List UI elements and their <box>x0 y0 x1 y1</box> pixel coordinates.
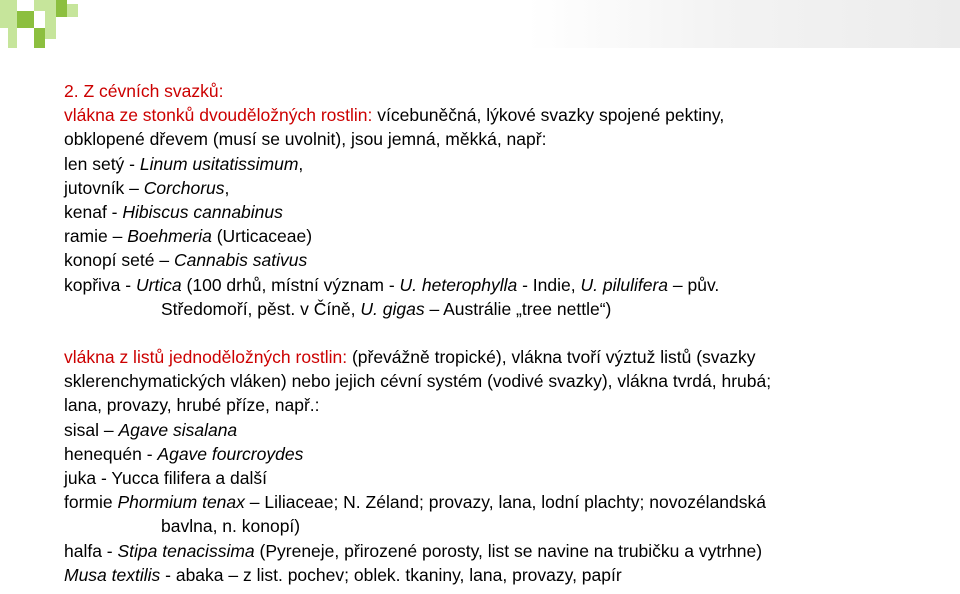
item-sisal <box>64 418 944 442</box>
item-kopriva-g: – pův. <box>668 274 720 295</box>
item-kopriva-line2 <box>64 297 944 321</box>
item-sisal-a: sisal – <box>64 419 119 440</box>
logo-square-8 <box>34 28 45 48</box>
item-len-c: , <box>298 153 304 174</box>
item-kopriva <box>64 273 944 297</box>
item-kopriva2-c: – Austrálie „tree nettle“) <box>424 298 612 319</box>
logo-square-4 <box>45 0 56 28</box>
item-heneq-a: henequén - <box>64 443 158 464</box>
item-konopi-a: konopí seté – <box>64 250 174 271</box>
item-halfa-c: (Pyreneje, přirozené porosty, list se navine na trubičku a vytrhne) <box>254 540 763 561</box>
item-kenaf-b: Hibiscus cannabinus <box>122 201 283 222</box>
logo-square-3 <box>34 0 45 11</box>
item-formie-a: formie <box>64 492 118 513</box>
item-halfa <box>64 539 944 563</box>
item-halfa-a: halfa - <box>64 540 118 561</box>
section2-intro-line3: lana, provazy, hrubé příze, např.: <box>64 395 320 416</box>
item-len-b: Linum usitatissimum <box>139 153 299 174</box>
logo-square-5 <box>56 0 67 17</box>
logo-square-1 <box>0 0 17 28</box>
slide-body <box>64 79 944 587</box>
item-formie-c: – Liliaceae; N. Zéland; provazy, lana, lodní plachty; novozélandská <box>244 492 767 513</box>
section1-intro <box>64 103 944 127</box>
item-kenaf <box>64 200 944 224</box>
section1-intro-line2: obklopené dřevem (musí se uvolnit), jsou jemná, měkká, např: <box>64 129 547 150</box>
item-kopriva-c: (100 drhů, místní význam - <box>181 274 400 295</box>
item-ramie-a: ramie – <box>64 226 128 247</box>
item-kopriva-f: U. pilulifera <box>580 274 669 295</box>
item-juka: juka - Yucca filifera a další <box>64 468 267 488</box>
item-ramie <box>64 224 944 248</box>
header-gradient-bar <box>0 0 960 48</box>
item-ramie-b: Boehmeria <box>127 226 212 247</box>
item-kopriva-d: U. heterophylla <box>399 274 518 295</box>
item-musa-a: Musa textilis <box>64 564 161 585</box>
logo-square-2 <box>17 11 34 28</box>
logo-square-9 <box>45 28 56 39</box>
item-musa-b: - abaka – z list. pochev; oblek. tkaniny, lana, provazy, papír <box>160 564 622 585</box>
item-konopi-b: Cannabis sativus <box>173 250 308 271</box>
item-kopriva-e: - Indie, <box>517 274 581 295</box>
item-formie-b: Phormium tenax <box>117 492 245 513</box>
item-kopriva2-a: Středomoří, pěst. v Číně, <box>161 298 361 319</box>
section2-intro-rest: (převážně tropické), vlákna tvoří výztuž listů (svazky <box>347 347 756 368</box>
item-len <box>64 152 944 176</box>
item-halfa-b: Stipa tenacissima <box>117 540 255 561</box>
item-heneq-b: Agave fourcroydes <box>157 443 304 464</box>
item-jut-c: , <box>224 177 230 198</box>
item-jut-b: Corchorus <box>143 177 225 198</box>
item-musa <box>64 563 944 587</box>
section1-heading: 2. Z cévních svazků: <box>64 81 224 101</box>
section-gap <box>64 321 944 345</box>
section1-intro-red: vlákna ze stonků dvouděložných rostlin: <box>64 105 373 126</box>
item-formie-line2: bavlna, n. konopí) <box>161 516 301 537</box>
item-jutovnik <box>64 176 944 200</box>
logo-square-7 <box>8 28 17 48</box>
section2-intro-line2: sklerenchymatických vláken) nebo jejich cévní systém (vodivé svazky), vlákna tvrdá, hrubá; <box>64 371 772 392</box>
section2-intro <box>64 345 944 369</box>
item-kopriva-b: Urtica <box>135 274 182 295</box>
item-ramie-c: (Urticaceae) <box>211 226 313 247</box>
item-konopi <box>64 248 944 272</box>
item-sisal-b: Agave sisalana <box>118 419 238 440</box>
section2-intro-red: vlákna z listů jednoděložných rostlin: <box>64 347 348 368</box>
logo-square-6 <box>67 4 78 17</box>
item-len-a: len setý - <box>64 153 140 174</box>
item-jut-a: jutovník – <box>64 177 144 198</box>
item-kopriva-a: kopřiva - <box>64 274 136 295</box>
item-henequen <box>64 442 944 466</box>
item-kenaf-a: kenaf - <box>64 201 123 222</box>
item-kopriva2-b: U. gigas <box>360 298 425 319</box>
section1-intro-rest: vícebuněčná, lýkové svazky spojené pektiny, <box>372 105 725 126</box>
item-formie <box>64 490 944 514</box>
